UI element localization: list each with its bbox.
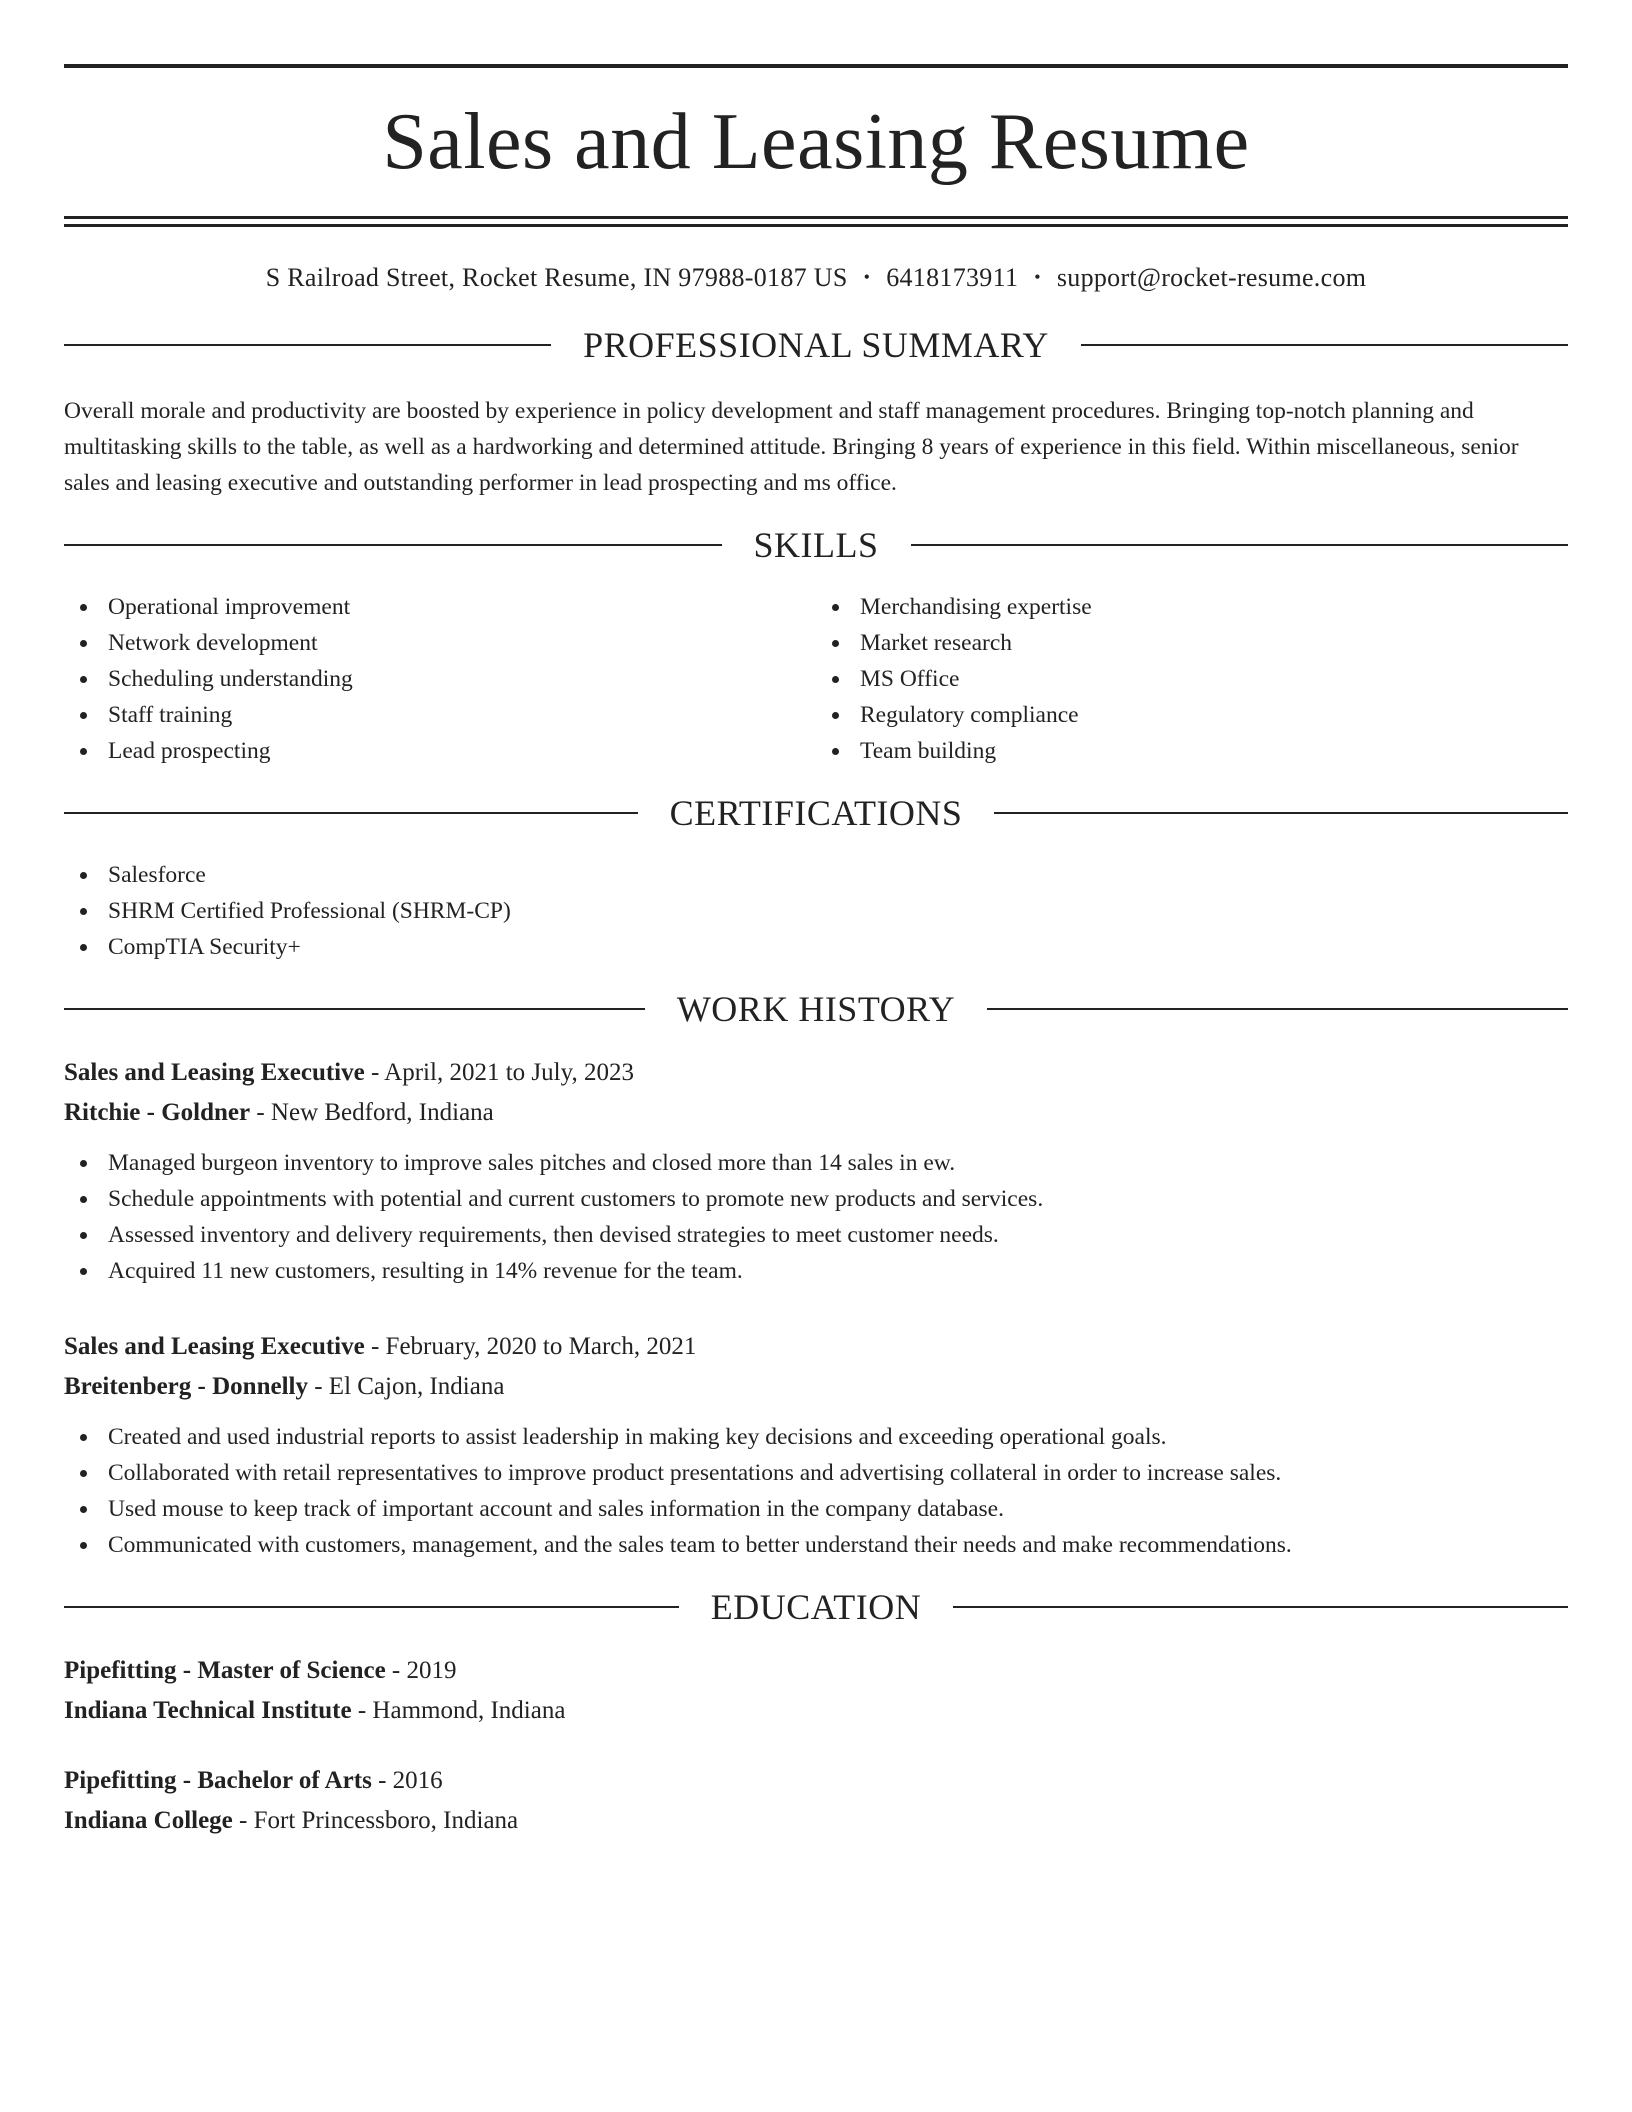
education-school: Indiana College	[64, 1807, 233, 1834]
skill-item: Network development	[64, 625, 816, 661]
job-entry	[64, 1053, 1568, 1289]
job-entry	[64, 1327, 1568, 1563]
skill-item: Lead prospecting	[64, 733, 816, 769]
job-bullet: Used mouse to keep track of important account and sales information in the company database.	[64, 1491, 1568, 1527]
section-rule-right	[953, 1606, 1568, 1608]
skill-item: Regulatory compliance	[816, 697, 1568, 733]
contact-separator: •	[863, 267, 871, 287]
job-bullets	[64, 1419, 1568, 1563]
section-rule-left	[64, 1606, 679, 1608]
top-rule	[64, 64, 1568, 68]
job-company: Ritchie - Goldner	[64, 1099, 251, 1126]
section-title-education: EDUCATION	[710, 1587, 922, 1627]
skills-list	[64, 589, 1568, 769]
education-year: - 2019	[385, 1657, 457, 1684]
section-header-certifications	[64, 795, 1568, 831]
section-title-summary: PROFESSIONAL SUMMARY	[583, 325, 1049, 365]
job-bullet: Schedule appointments with potential and current customers to promote new products and services.	[64, 1181, 1568, 1217]
section-rule-left	[64, 344, 551, 346]
section-rule-left	[64, 812, 638, 814]
skill-item: Staff training	[64, 697, 816, 733]
job-bullets	[64, 1145, 1568, 1289]
section-header-education	[64, 1589, 1568, 1625]
certification-item: CompTIA Security+	[64, 929, 1568, 965]
skill-item: Scheduling understanding	[64, 661, 816, 697]
education-school-line	[64, 1691, 1568, 1731]
section-rule-right	[994, 812, 1568, 814]
skills-column-right	[816, 589, 1568, 769]
section-header-skills	[64, 527, 1568, 563]
job-title: Sales and Leasing Executive	[64, 1333, 365, 1360]
contact-address: S Railroad Street, Rocket Resume, IN 97988-0187 US	[265, 263, 848, 292]
certification-item: SHRM Certified Professional (SHRM-CP)	[64, 893, 1568, 929]
section-rule-left	[64, 1008, 645, 1010]
resume-title: Sales and Leasing Resume	[382, 98, 1250, 186]
contact-email: support@rocket-resume.com	[1056, 263, 1367, 292]
section-rule-right	[1081, 344, 1568, 346]
education-degree: Pipefitting - Master of Science	[64, 1657, 386, 1684]
skill-item: Team building	[816, 733, 1568, 769]
skills-column-left	[64, 589, 816, 769]
certifications-list	[64, 857, 1568, 965]
education-year: - 2016	[371, 1767, 443, 1794]
job-company-line	[64, 1367, 1568, 1407]
section-header-work-history	[64, 991, 1568, 1027]
education-entry	[64, 1651, 1568, 1731]
section-title-skills: SKILLS	[753, 525, 879, 565]
skill-item: Merchandising expertise	[816, 589, 1568, 625]
work-history-list	[64, 1053, 1568, 1563]
skill-item: MS Office	[816, 661, 1568, 697]
education-school-line	[64, 1801, 1568, 1841]
section-title-certifications: CERTIFICATIONS	[669, 793, 963, 833]
section-rule-right	[911, 544, 1569, 546]
job-title: Sales and Leasing Executive	[64, 1059, 365, 1086]
title-double-rule	[64, 216, 1568, 227]
job-bullet: Created and used industrial reports to assist leadership in making key decisions and exceeding operational goals.	[64, 1419, 1568, 1455]
certification-item: Salesforce	[64, 857, 1568, 893]
education-degree: Pipefitting - Bachelor of Arts	[64, 1767, 372, 1794]
job-bullet: Communicated with customers, management, and the sales team to better understand their needs and make recommendations.	[64, 1527, 1568, 1563]
section-rule-left	[64, 544, 722, 546]
job-title-line	[64, 1053, 1568, 1093]
job-company-line	[64, 1093, 1568, 1133]
education-entry	[64, 1761, 1568, 1841]
job-bullet: Assessed inventory and delivery requirements, then devised strategies to meet customer needs.	[64, 1217, 1568, 1253]
contact-separator: •	[1034, 267, 1041, 287]
job-company: Breitenberg - Donnelly	[64, 1373, 308, 1400]
education-location: - Hammond, Indiana	[351, 1697, 566, 1724]
section-title-work-history: WORK HISTORY	[676, 989, 956, 1029]
education-location: - Fort Princessboro, Indiana	[232, 1807, 519, 1834]
job-bullet: Collaborated with retail representatives to improve product presentations and advertising collateral in order to increase sales.	[64, 1455, 1568, 1491]
skill-item: Operational improvement	[64, 589, 816, 625]
job-location: - El Cajon, Indiana	[307, 1373, 505, 1400]
skill-item: Market research	[816, 625, 1568, 661]
section-rule-right	[987, 1008, 1568, 1010]
education-list	[64, 1651, 1568, 1841]
job-dates: - February, 2020 to March, 2021	[364, 1333, 697, 1360]
contact-line	[64, 263, 1568, 293]
job-bullet: Managed burgeon inventory to improve sales pitches and closed more than 14 sales in ew.	[64, 1145, 1568, 1181]
summary-text: Overall morale and productivity are boosted by experience in policy development and staff management procedures. Bringing top-notch planning and multitasking skills to the table, as well as a hardworking and determined attitude. Bringing 8 years of experience in this field. Within miscellaneous, senior sales and leasing executive and outstanding performer in lead prospecting and ms office.	[64, 398, 1519, 496]
contact-phone: 6418173911	[886, 263, 1019, 292]
job-title-line	[64, 1327, 1568, 1367]
job-location: - New Bedford, Indiana	[250, 1099, 494, 1126]
section-header-summary	[64, 327, 1568, 363]
job-bullet: Acquired 11 new customers, resulting in 14% revenue for the team.	[64, 1253, 1568, 1289]
education-school: Indiana Technical Institute	[64, 1697, 352, 1724]
job-dates: - April, 2021 to July, 2023	[364, 1059, 634, 1086]
education-degree-line	[64, 1651, 1568, 1691]
education-degree-line	[64, 1761, 1568, 1801]
